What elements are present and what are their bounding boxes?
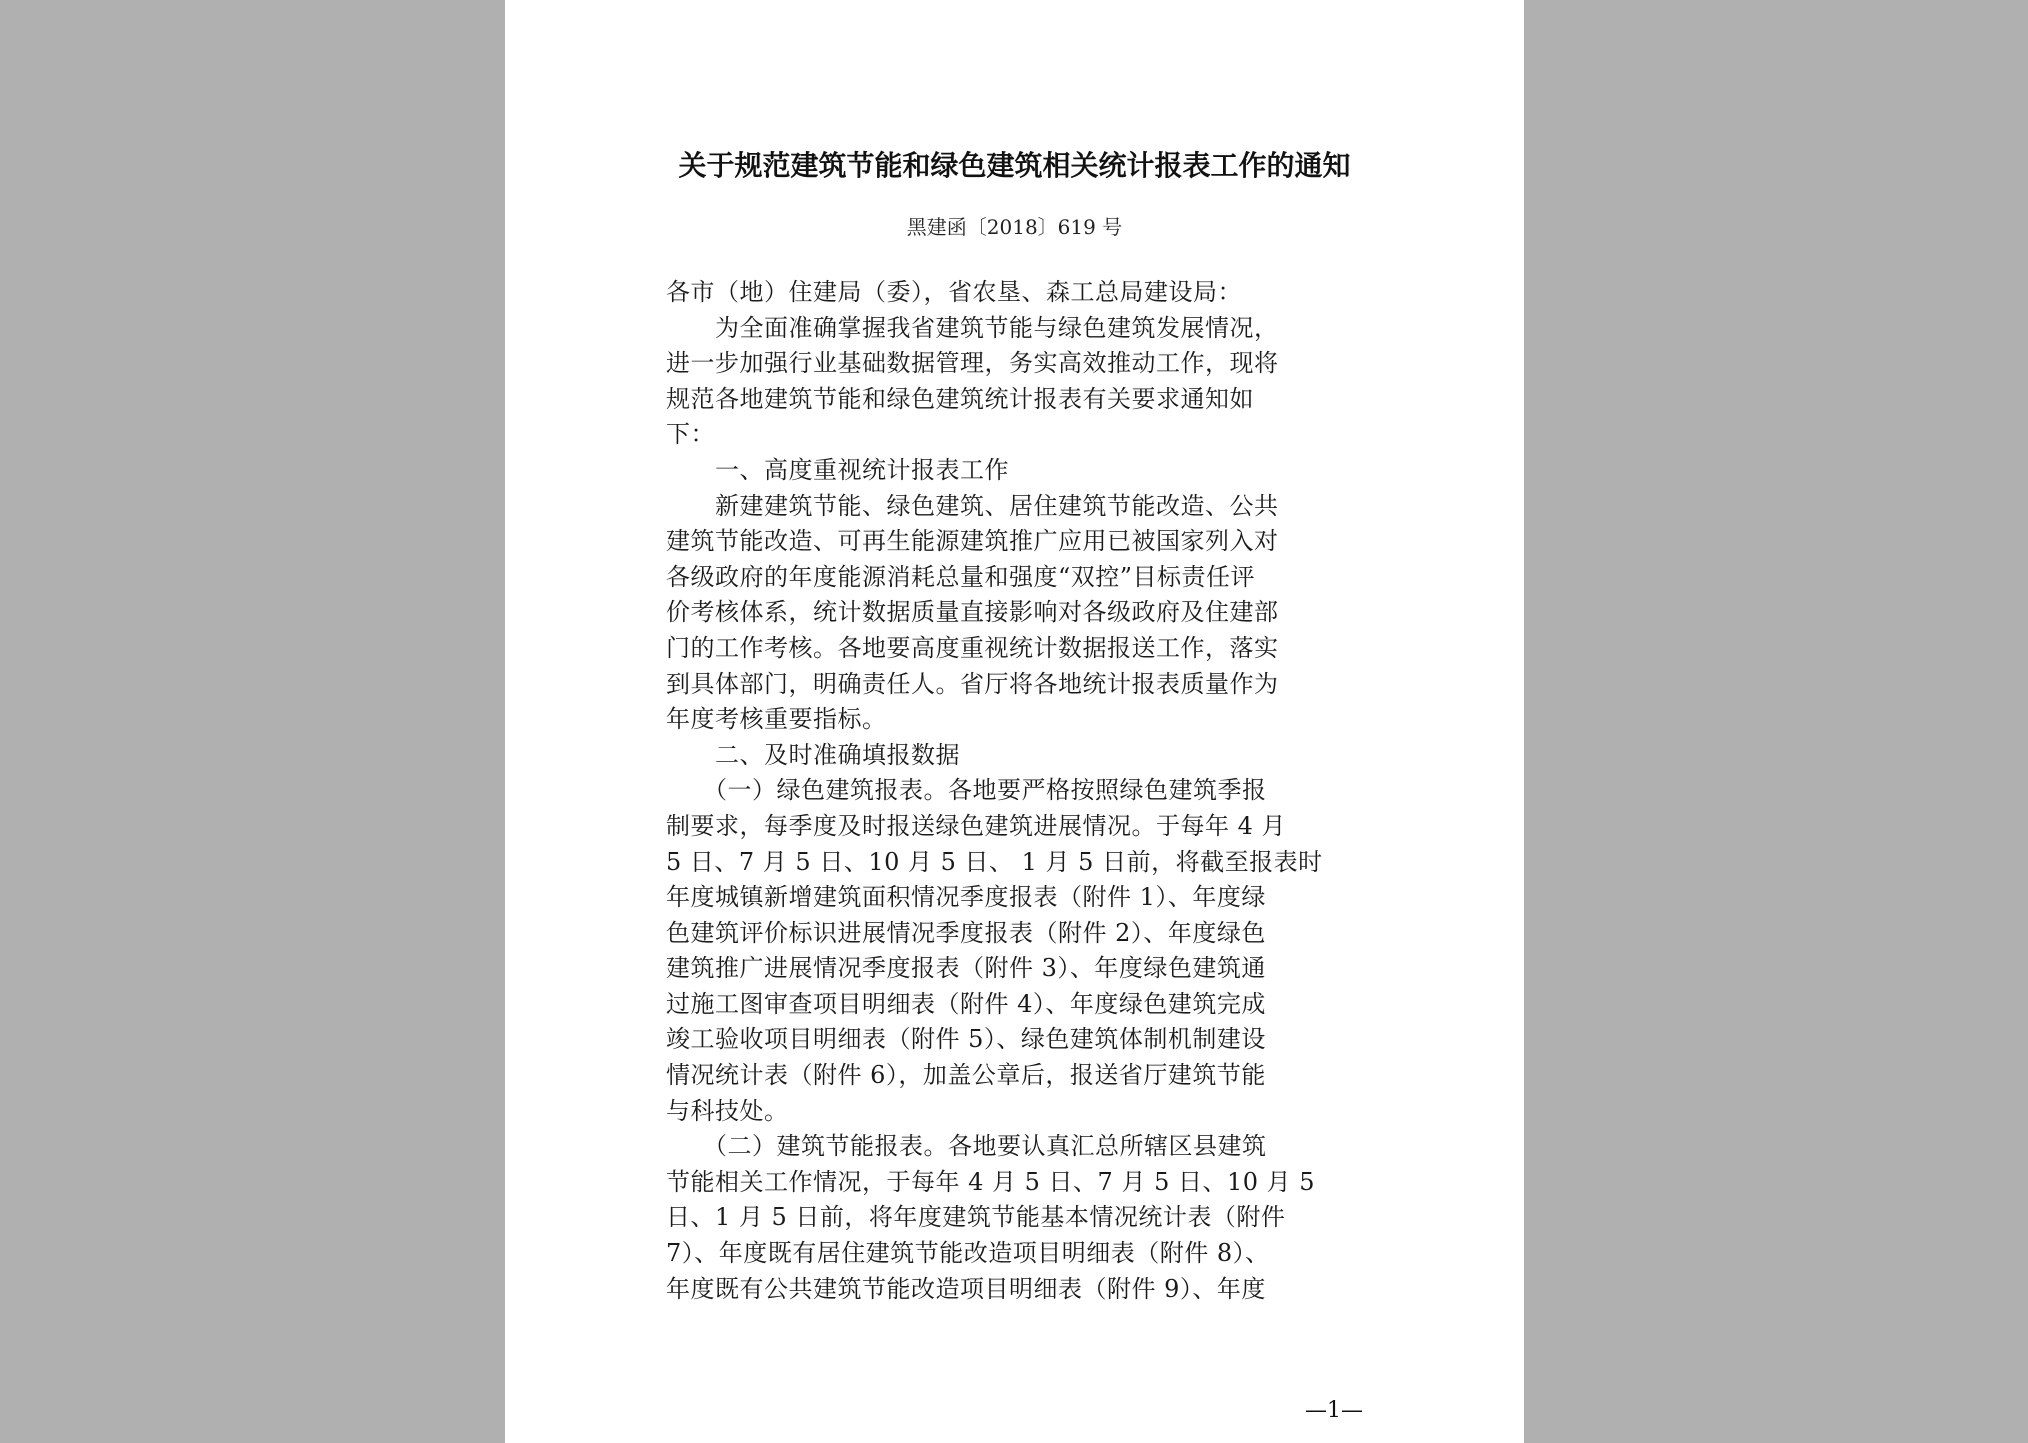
body-line: 门的工作考核。各地要高度重视统计数据报送工作，落实 bbox=[666, 633, 1279, 662]
body-line: 新建建筑节能、绿色建筑、居住建筑节能改造、公共 bbox=[666, 491, 1279, 520]
body-line: 下： bbox=[666, 420, 715, 449]
body-line: 过施工图审查项目明细表（附件 4）、年度绿色建筑完成 bbox=[666, 989, 1266, 1018]
body-line: 5 日、7 月 5 日、10 月 5 日、 1 月 5 日前，将截至报表时 bbox=[666, 847, 1323, 876]
body-line: （二）建筑节能报表。各地要认真汇总所辖区县建筑 bbox=[666, 1132, 1267, 1161]
body-line: 各级政府的年度能源消耗总量和强度“双控”目标责任评 bbox=[666, 562, 1256, 591]
body-line: 二、及时准确填报数据 bbox=[666, 740, 960, 769]
body-line: 建筑推广进展情况季度报表（附件 3）、年度绿色建筑通 bbox=[666, 954, 1266, 983]
body-line: 年度考核重要指标。 bbox=[666, 705, 887, 734]
body-line: 价考核体系，统计数据质量直接影响对各级政府及住建部 bbox=[666, 598, 1279, 627]
body-line: 情况统计表（附件 6），加盖公章后，报送省厅建筑节能 bbox=[666, 1061, 1266, 1090]
body-line: 竣工验收项目明细表（附件 5）、绿色建筑体制机制建设 bbox=[666, 1025, 1266, 1054]
document-number: 黑建函〔2018〕619 号 bbox=[906, 215, 1123, 239]
body-line: 到具体部门，明确责任人。省厅将各地统计报表质量作为 bbox=[666, 669, 1279, 698]
body-line: 各市（地）住建局（委），省农垦、森工总局建设局： bbox=[666, 278, 1242, 306]
body-line: 制要求，每季度及时报送绿色建筑进展情况。于每年 4 月 bbox=[666, 811, 1287, 840]
body-line: （一）绿色建筑报表。各地要严格按照绿色建筑季报 bbox=[666, 776, 1267, 805]
body-line: 一、高度重视统计报表工作 bbox=[666, 455, 1009, 484]
body-line: 年度城镇新增建筑面积情况季度报表（附件 1）、年度绿 bbox=[666, 883, 1266, 912]
document-title: 关于规范建筑节能和绿色建筑相关统计报表工作的通知 bbox=[678, 149, 1351, 182]
document-body bbox=[666, 275, 1366, 1307]
document-page bbox=[505, 0, 1524, 1443]
body-line: 进一步加强行业基础数据管理，务实高效推动工作，现将 bbox=[666, 349, 1279, 378]
body-line: 7）、年度既有居住建筑节能改造项目明细表（附件 8）、 bbox=[666, 1239, 1270, 1268]
body-line: 色建筑评价标识进展情况季度报表（附件 2）、年度绿色 bbox=[666, 918, 1266, 947]
body-line: 与科技处。 bbox=[666, 1096, 789, 1125]
body-line: 日、1 月 5 日前，将年度建筑节能基本情况统计表（附件 bbox=[666, 1203, 1286, 1232]
body-line: 节能相关工作情况，于每年 4 月 5 日、7 月 5 日、10 月 5 bbox=[666, 1167, 1316, 1196]
body-line: 建筑节能改造、可再生能源建筑推广应用已被国家列入对 bbox=[666, 527, 1279, 556]
body-line: 规范各地建筑节能和绿色建筑统计报表有关要求通知如 bbox=[666, 384, 1254, 413]
body-line: 年度既有公共建筑节能改造项目明细表（附件 9）、年度 bbox=[666, 1274, 1266, 1303]
page-number: —1— bbox=[1305, 1398, 1363, 1423]
body-line: 为全面准确掌握我省建筑节能与绿色建筑发展情况， bbox=[666, 313, 1279, 342]
